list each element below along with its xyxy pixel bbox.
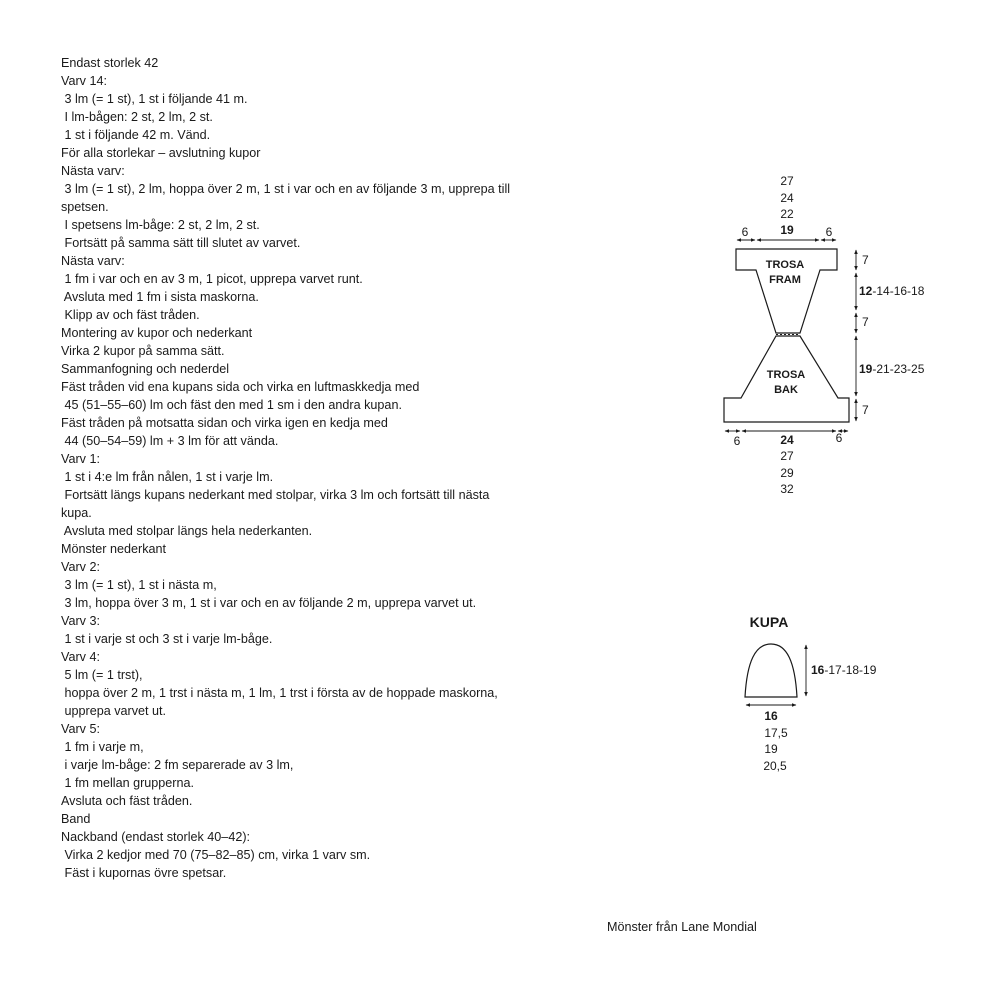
instruction-line: 1 st i 4:e lm från nålen, 1 st i varje lm.	[61, 470, 274, 484]
band-bottom-height: 7	[862, 403, 869, 417]
instruction-line: Fäst i kupornas övre spetsar.	[61, 866, 227, 880]
kupa-width-3: 19	[764, 742, 778, 756]
front-height-rest: -14-16-18	[872, 284, 925, 298]
instruction-line: Nästa varv:	[61, 254, 125, 268]
kupa-title: KUPA	[749, 614, 789, 630]
instruction-line: Fortsätt längs kupans nederkant med stolpar, virka 3 lm och fortsätt till nästa	[61, 488, 490, 502]
pattern-credit: Mönster från Lane Mondial	[607, 920, 757, 934]
kupa-width-1: 16	[764, 709, 778, 723]
instruction-line: Mönster nederkant	[61, 542, 167, 556]
top-side-left: 6	[741, 225, 749, 239]
instruction-line: Sammanfogning och nederdel	[61, 362, 230, 376]
instruction-line: 3 lm (= 1 st), 2 lm, hoppa över 2 m, 1 st i var och en av följande 3 m, upprepa till	[61, 182, 511, 196]
band-top-height: 7	[862, 253, 869, 267]
instruction-line: Klipp av och fäst tråden.	[61, 308, 200, 322]
kupa-shape	[745, 644, 797, 697]
instruction-line: Nackband (endast storlek 40–42):	[61, 830, 251, 844]
instruction-line: Varv 3:	[61, 614, 100, 628]
trosa-bak-label-2: BAK	[774, 384, 798, 396]
back-height-rest: -21-23-25	[872, 362, 925, 376]
kupa-height-label	[811, 663, 877, 677]
bottom-side-right: 6	[835, 431, 843, 445]
instruction-line: 3 lm (= 1 st), 1 st i nästa m,	[61, 578, 217, 592]
instruction-line: kupa.	[61, 506, 92, 520]
top-width-1: 27	[780, 174, 794, 188]
kupa-width-2: 17,5	[764, 726, 788, 740]
kupa-width-4: 20,5	[763, 759, 787, 773]
kupa-diagram	[745, 614, 877, 773]
instruction-line: Montering av kupor och nederkant	[61, 326, 253, 340]
instruction-line: 3 lm, hoppa över 3 m, 1 st i var och en av följande 2 m, upprepa varvet ut.	[61, 596, 477, 610]
instruction-line: Fortsätt på samma sätt till slutet av varvet.	[61, 236, 301, 250]
front-height-bold: 12	[859, 284, 873, 298]
instruction-line: 1 fm i varje m,	[61, 740, 144, 754]
instruction-line: hoppa över 2 m, 1 trst i nästa m, 1 lm, 1 trst i första av de hoppade maskorna,	[61, 686, 498, 700]
back-height-label	[859, 362, 925, 376]
instruction-line: 1 st i varje st och 3 st i varje lm-båge.	[61, 632, 273, 646]
instruction-line: I spetsens lm-båge: 2 st, 2 lm, 2 st.	[61, 218, 260, 232]
instruction-line: Avsluta med stolpar längs hela nederkanten.	[61, 524, 313, 538]
instruction-line: Fäst tråden vid ena kupans sida och virka en luftmaskkedja med	[61, 380, 420, 394]
instruction-line: Varv 2:	[61, 560, 100, 574]
top-side-right: 6	[825, 225, 833, 239]
instruction-line: Fäst tråden på motsatta sidan och virka igen en kedja med	[61, 416, 388, 430]
top-width-4: 19	[780, 223, 794, 237]
instruction-line: Varv 14:	[61, 74, 107, 88]
bottom-width-3: 29	[780, 466, 794, 480]
instruction-line: 1 fm i var och en av 3 m, 1 picot, upprepa varvet runt.	[61, 272, 363, 286]
front-height-label	[859, 284, 925, 298]
instruction-line: Virka 2 kupor på samma sätt.	[61, 344, 225, 358]
back-height-bold: 19	[859, 362, 873, 376]
instruction-line: upprepa varvet ut.	[61, 704, 167, 718]
trosa-fram-label-1: TROSA	[765, 259, 805, 271]
kupa-height-rest: -17-18-19	[824, 663, 877, 677]
trosa-diagram	[724, 174, 925, 496]
instruction-line: I lm-bågen: 2 st, 2 lm, 2 st.	[61, 110, 213, 124]
top-width-2: 24	[780, 191, 794, 205]
instruction-line: 1 fm mellan grupperna.	[61, 776, 195, 790]
bottom-side-left: 6	[733, 434, 741, 448]
trosa-bak-label-1: TROSA	[766, 369, 806, 381]
instruction-line: 44 (50–54–59) lm + 3 lm för att vända.	[61, 434, 279, 448]
instruction-line: Band	[61, 812, 91, 826]
bottom-width-1: 24	[780, 433, 794, 447]
bottom-width-2: 27	[780, 449, 794, 463]
instruction-line: Avsluta med 1 fm i sista maskorna.	[61, 290, 259, 304]
crotch-height: 7	[862, 315, 869, 329]
instruction-line: spetsen.	[61, 200, 109, 214]
top-width-3: 22	[780, 207, 794, 221]
instruction-line: Avsluta och fäst tråden.	[61, 794, 193, 808]
instruction-line: Varv 5:	[61, 722, 100, 736]
instruction-line: För alla storlekar – avslutning kupor	[61, 146, 261, 160]
instruction-line: Varv 4:	[61, 650, 100, 664]
instruction-line: Varv 1:	[61, 452, 100, 466]
instruction-line: Nästa varv:	[61, 164, 125, 178]
instruction-line: 1 st i följande 42 m. Vänd.	[61, 128, 211, 142]
instruction-line: 45 (51–55–60) lm och fäst den med 1 sm i den andra kupan.	[61, 398, 402, 412]
instruction-line: Endast storlek 42	[61, 56, 159, 70]
trosa-fram-label-2: FRAM	[769, 274, 801, 286]
instruction-line: 5 lm (= 1 trst),	[61, 668, 143, 682]
bottom-width-4: 32	[780, 482, 794, 496]
instruction-line: Virka 2 kedjor med 70 (75–82–85) cm, virka 1 varv sm.	[61, 848, 371, 862]
instruction-line: 3 lm (= 1 st), 1 st i följande 41 m.	[61, 92, 248, 106]
kupa-height-bold: 16	[811, 663, 825, 677]
instruction-line: i varje lm-båge: 2 fm separerade av 3 lm,	[61, 758, 294, 772]
